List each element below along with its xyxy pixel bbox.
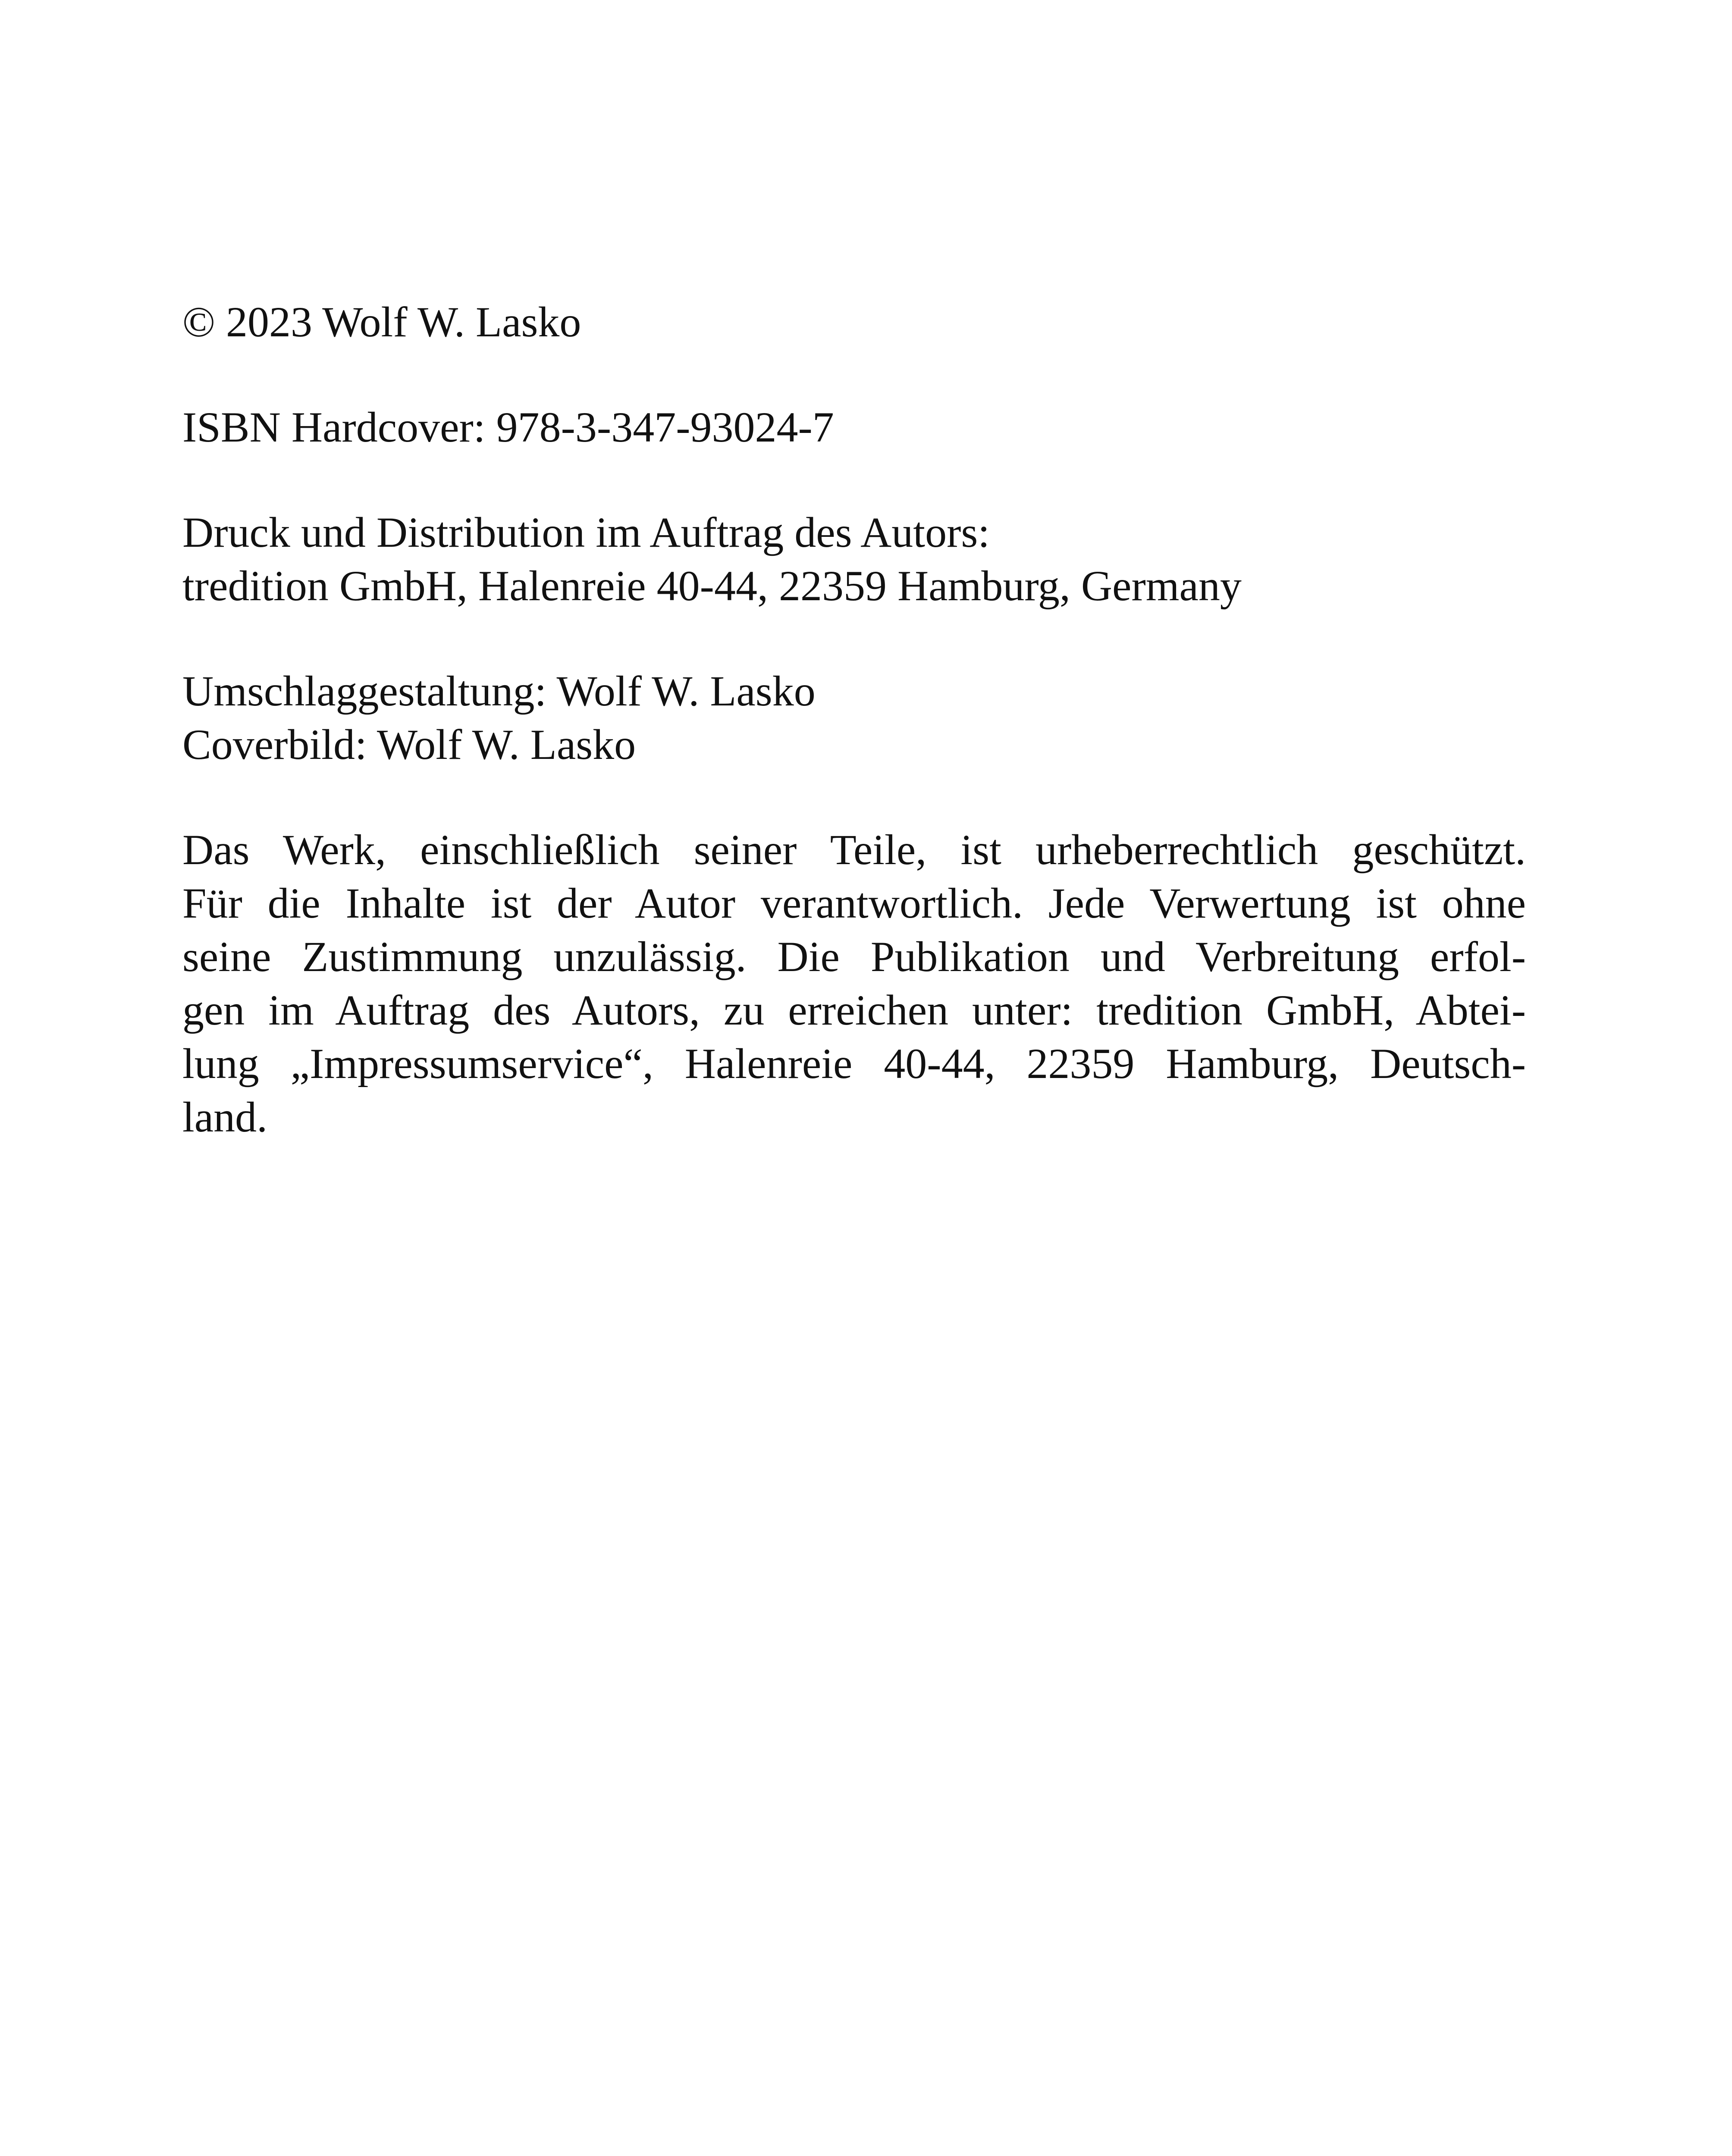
credits-block [182,664,1526,771]
distribution-line-2: tredition GmbH, Halenreie 40-44, 22359 Hamburg, Germany [182,562,1242,610]
isbn-block [182,401,1526,454]
legal-line: Für die Inhalte ist der Autor verantwortlich. Jede Verwertung ist ohne [182,879,1526,927]
copyright-line: © 2023 Wolf W. Lasko [182,298,581,346]
legal-line: land. [182,1093,268,1141]
imprint-content [182,295,1526,1196]
distribution-block [182,506,1526,613]
legal-line: gen im Auftrag des Autors, zu erreichen unter: tredition GmbH, Abtei- [182,986,1526,1034]
cover-image-credit: Coverbild: Wolf W. Lasko [182,721,636,768]
legal-notice [182,823,1526,1144]
isbn-line: ISBN Hardcover: 978-3-347-93024-7 [182,403,834,451]
legal-line: Das Werk, einschließlich seiner Teile, ist urheberrechtlich geschützt. [182,826,1526,874]
legal-line: seine Zustimmung unzulässig. Die Publikation und Verbreitung erfol- [182,933,1526,981]
copyright-block [182,295,1526,349]
legal-line: lung „Impressumservice“, Halenreie 40-44, 22359 Hamburg, Deutsch- [182,1040,1526,1087]
distribution-line-1: Druck und Distribution im Auftrag des Autors: [182,508,990,556]
cover-design-credit: Umschlaggestaltung: Wolf W. Lasko [182,667,816,715]
